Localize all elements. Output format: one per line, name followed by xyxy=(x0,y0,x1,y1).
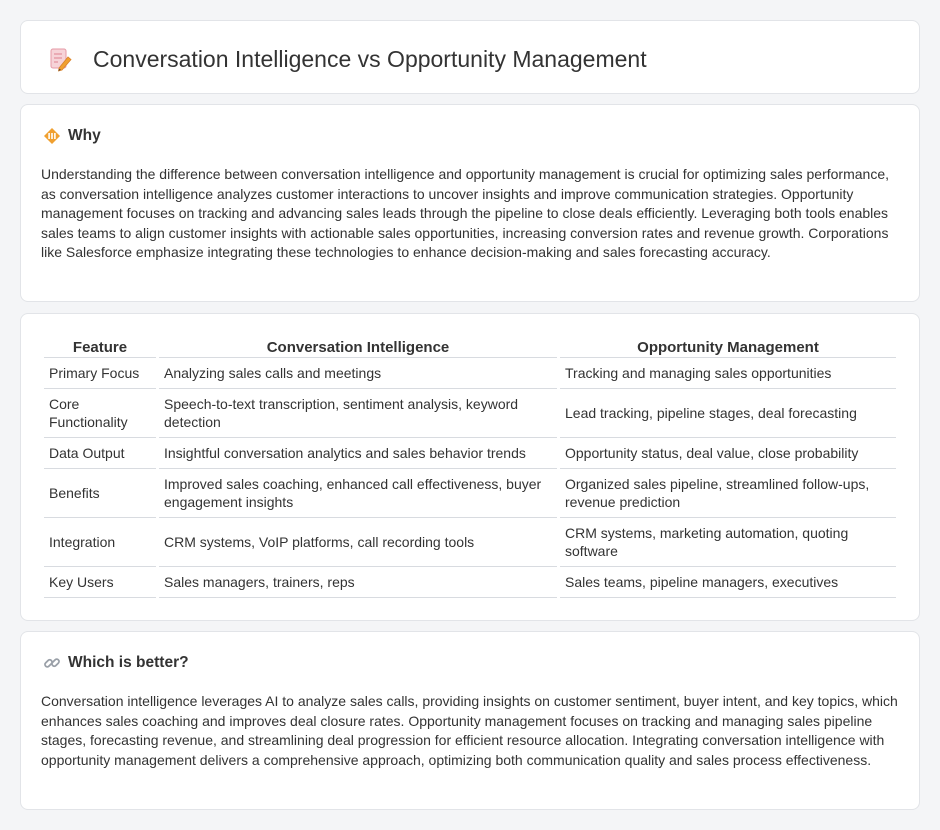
feature-cell: Benefits xyxy=(44,469,156,518)
ci-cell: Insightful conversation analytics and sales behavior trends xyxy=(159,438,557,469)
table-row xyxy=(44,389,896,438)
om-cell: Sales teams, pipeline managers, executives xyxy=(560,567,896,598)
om-cell: Organized sales pipeline, streamlined follow-ups, revenue prediction xyxy=(560,469,896,518)
document-pencil-icon xyxy=(47,46,73,72)
om-cell: Lead tracking, pipeline stages, deal forecasting xyxy=(560,389,896,438)
comparison-table xyxy=(41,336,899,598)
feature-cell: Primary Focus xyxy=(44,358,156,389)
table-row xyxy=(44,567,896,598)
ci-cell: CRM systems, VoIP platforms, call recording tools xyxy=(159,518,557,567)
title-card xyxy=(20,20,920,94)
comparison-card xyxy=(20,313,920,621)
feature-cell: Core Functionality xyxy=(44,389,156,438)
table-row xyxy=(44,469,896,518)
feature-cell: Data Output xyxy=(44,438,156,469)
why-card xyxy=(20,104,920,302)
why-heading xyxy=(43,127,101,145)
om-cell: CRM systems, marketing automation, quoting software xyxy=(560,518,896,567)
which-better-card xyxy=(20,631,920,810)
link-icon xyxy=(43,654,61,672)
om-cell: Tracking and managing sales opportunities xyxy=(560,358,896,389)
header-opportunity-management: Opportunity Management xyxy=(560,336,896,358)
ci-cell: Sales managers, trainers, reps xyxy=(159,567,557,598)
diamond-warning-icon xyxy=(43,127,61,145)
title-row xyxy=(47,44,647,74)
table-row xyxy=(44,438,896,469)
table-row xyxy=(44,358,896,389)
table-row xyxy=(44,518,896,567)
header-conversation-intelligence: Conversation Intelligence xyxy=(159,336,557,358)
ci-cell: Speech-to-text transcription, sentiment analysis, keyword detection xyxy=(159,389,557,438)
page-title: Conversation Intelligence vs Opportunity Management xyxy=(93,46,647,72)
om-cell: Opportunity status, deal value, close probability xyxy=(560,438,896,469)
why-paragraph: Understanding the difference between conversation intelligence and opportunity management is crucial for optimizing sales performance, as conversation intelligence analyzes customer interactions to uncover insights and improve communication strategies. Opportunity management focuses on tracking and advancing sales leads through the pipeline to close deals efficiently. Leveraging both tools enables sales teams to align customer insights with actionable sales opportunities, increasing conversion rates and revenue growth. Corporations like Salesforce emphasize integrating these technologies to enhance decision-making and sales forecasting accuracy. xyxy=(41,166,890,260)
which-better-heading xyxy=(43,654,189,672)
feature-cell: Integration xyxy=(44,518,156,567)
why-title: Why xyxy=(68,127,101,144)
header-feature: Feature xyxy=(44,336,156,358)
ci-cell: Analyzing sales calls and meetings xyxy=(159,358,557,389)
feature-cell: Key Users xyxy=(44,567,156,598)
which-better-title: Which is better? xyxy=(68,654,189,671)
table-header-row xyxy=(44,336,896,358)
ci-cell: Improved sales coaching, enhanced call effectiveness, buyer engagement insights xyxy=(159,469,557,518)
which-better-paragraph: Conversation intelligence leverages AI to analyze sales calls, providing insights on customer sentiment, buyer intent, and key topics, which enhances sales coaching and improves deal closure rates. Opportunity management focuses on tracking and managing sales pipeline stages, forecasting revenue, and streamlining deal progression for efficient resource allocation. Integrating conversation intelligence with opportunity management delivers a comprehensive approach, optimizing both communication quality and sales process effectiveness. xyxy=(41,693,898,768)
